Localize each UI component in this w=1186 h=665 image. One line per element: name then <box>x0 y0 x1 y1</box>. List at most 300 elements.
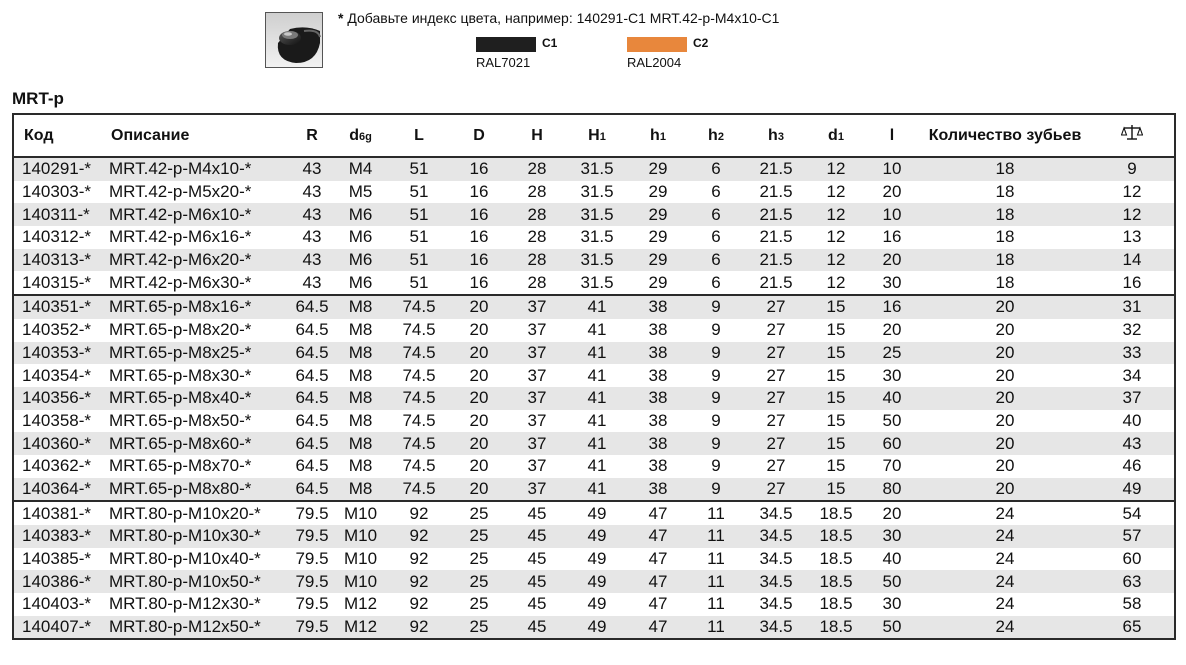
table-cell: 31.5 <box>580 227 614 247</box>
table-cell: 49 <box>566 501 628 525</box>
table-cell: 140303-* <box>22 182 92 202</box>
table-cell: 34.5 <box>744 570 808 593</box>
col-weight <box>1090 114 1175 157</box>
table-cell: 34.5 <box>759 549 793 569</box>
table-cell: 50 <box>864 616 920 640</box>
table-cell: 43 <box>291 249 333 272</box>
table-cell: MRT.80-p-M10x50-* <box>101 570 291 593</box>
table-row <box>13 249 1175 272</box>
table-cell: 21.5 <box>744 249 808 272</box>
table-cell: 20 <box>450 432 508 455</box>
table-cell: 9 <box>711 320 721 340</box>
table-cell: 92 <box>388 570 450 593</box>
table-cell: 37 <box>527 320 547 340</box>
table-cell: 9 <box>711 456 721 476</box>
table-cell: 58 <box>1122 594 1142 614</box>
table-cell: 16 <box>450 157 508 181</box>
table-cell: 140403-* <box>22 594 92 614</box>
table-cell: 79.5 <box>295 549 329 569</box>
table-cell: 9 <box>688 478 744 502</box>
table-row <box>13 593 1175 616</box>
table-cell: 20 <box>920 387 1090 410</box>
table-cell: 54 <box>1090 501 1175 525</box>
table-cell: 6 <box>711 227 721 247</box>
table-row <box>13 478 1175 502</box>
swatch-bar-c2 <box>627 37 687 52</box>
table-cell: 15 <box>826 320 846 340</box>
table-cell: 140311-* <box>13 203 101 226</box>
table-cell: 15 <box>826 456 846 476</box>
table-cell: 12 <box>826 227 846 247</box>
col-d1: d1 <box>808 114 864 157</box>
table-cell: 28 <box>508 203 566 226</box>
table-cell: 51 <box>409 182 429 202</box>
table-cell: 20 <box>920 342 1090 365</box>
table-cell: 140356-* <box>13 387 101 410</box>
table-cell: MRT.80-p-M10x40-* <box>109 549 261 569</box>
table-cell: MRT.65-p-M8x30-* <box>109 365 252 385</box>
table-body <box>13 157 1175 639</box>
table-cell: 20 <box>864 249 920 272</box>
table-cell: MRT.42-p-M4x10-* <box>101 157 291 181</box>
table-cell: 20 <box>450 478 508 502</box>
table-cell: 13 <box>1122 227 1142 247</box>
table-cell: 18.5 <box>819 594 853 614</box>
table-cell: 79.5 <box>291 525 333 548</box>
table-cell: M8 <box>348 456 373 476</box>
table-cell: 15 <box>808 432 864 455</box>
table-cell: 12 <box>808 203 864 226</box>
table-cell: 37 <box>508 432 566 455</box>
table-cell: 18.5 <box>808 570 864 593</box>
col-d6g: d6g <box>333 114 388 157</box>
table-cell: 20 <box>882 320 902 340</box>
table-cell: 34.5 <box>744 525 808 548</box>
table-cell: 38 <box>648 365 668 385</box>
table-cell: 50 <box>882 410 902 430</box>
table-cell: 12 <box>826 272 846 292</box>
table-cell: 64.5 <box>295 410 329 430</box>
table-cell: 20 <box>450 387 508 410</box>
table-cell: 25 <box>469 549 489 569</box>
table-cell: 15 <box>808 342 864 365</box>
table-cell: M6 <box>333 249 388 272</box>
swatch-ral-c2: RAL2004 <box>627 55 682 70</box>
table-cell: 37 <box>508 387 566 410</box>
table-cell: 9 <box>688 387 744 410</box>
table-cell: MRT.80-p-M12x50-* <box>101 616 291 640</box>
table-cell: 16 <box>469 182 489 202</box>
table-cell: 79.5 <box>291 570 333 593</box>
color-index-note <box>338 10 779 26</box>
table-cell: 49 <box>587 594 607 614</box>
table-cell: 11 <box>688 616 744 640</box>
col-d: D <box>450 114 508 157</box>
table-cell: 41 <box>587 320 607 340</box>
table-cell: 51 <box>388 157 450 181</box>
table-row <box>13 157 1175 181</box>
col-l-small: l <box>864 114 920 157</box>
table-row <box>13 432 1175 455</box>
table-cell: 20 <box>450 295 508 319</box>
table-cell: 140291-* <box>13 157 101 181</box>
table-cell: 38 <box>628 432 688 455</box>
table-cell: 38 <box>648 320 668 340</box>
table-cell: 15 <box>808 387 864 410</box>
table-cell: 74.5 <box>388 432 450 455</box>
section-title: MRT-p <box>12 89 64 108</box>
table-cell: 16 <box>469 227 489 247</box>
table-cell: 49 <box>566 570 628 593</box>
table-cell: 18 <box>995 272 1015 292</box>
table-cell: 49 <box>1090 478 1175 502</box>
table-cell: 25 <box>450 501 508 525</box>
product-thumbnail <box>265 12 323 68</box>
table-cell: 38 <box>648 410 668 430</box>
col-teeth: Количество зубьев <box>920 114 1090 157</box>
table-cell: 28 <box>527 227 547 247</box>
table-cell: 27 <box>766 320 786 340</box>
table-cell: MRT.80-p-M10x30-* <box>101 525 291 548</box>
table-cell: 41 <box>587 456 607 476</box>
table-cell: 60 <box>1122 549 1142 569</box>
table-cell: 140315-* <box>22 272 92 292</box>
table-cell: 27 <box>744 342 808 365</box>
table-cell: 11 <box>707 549 725 569</box>
table-cell: 20 <box>450 342 508 365</box>
table-cell: 12 <box>808 249 864 272</box>
table-row <box>13 271 1175 295</box>
table-cell: 9 <box>1090 157 1175 181</box>
note-asterisk: * <box>338 10 344 26</box>
table-row <box>13 226 1175 249</box>
table-cell: 45 <box>508 616 566 640</box>
table-cell: 79.5 <box>295 594 329 614</box>
table-cell: 27 <box>744 432 808 455</box>
table-cell: 12 <box>1122 182 1142 202</box>
table-cell: 21.5 <box>744 203 808 226</box>
table-cell: 10 <box>864 157 920 181</box>
table-cell: 20 <box>995 365 1015 385</box>
table-cell: M10 <box>333 525 388 548</box>
table-cell: 11 <box>688 570 744 593</box>
table-cell: 64.5 <box>295 365 329 385</box>
table-cell: MRT.42-p-M6x20-* <box>101 249 291 272</box>
table-cell: 20 <box>864 501 920 525</box>
table-cell: 16 <box>882 227 902 247</box>
table-cell: 20 <box>469 320 489 340</box>
note-text: Добавьте индекс цвета, например: 140291-C1 MRT.42-p-M4x10-C1 <box>347 10 780 26</box>
handle-image-icon <box>266 13 322 67</box>
table-cell: 47 <box>628 501 688 525</box>
table-cell: 6 <box>711 182 721 202</box>
col-description: Описание <box>101 114 291 157</box>
table-cell: 38 <box>648 456 668 476</box>
col-h3: h3 <box>744 114 808 157</box>
table-cell: 34 <box>1122 365 1142 385</box>
table-cell: MRT.42-p-M6x16-* <box>109 227 252 247</box>
table-cell: 43 <box>1090 432 1175 455</box>
table-cell: 18.5 <box>808 525 864 548</box>
table-cell: 79.5 <box>291 501 333 525</box>
table-cell: 40 <box>882 549 902 569</box>
table-cell: 21.5 <box>759 272 793 292</box>
table-cell: 51 <box>388 249 450 272</box>
table-cell: 15 <box>808 295 864 319</box>
table-row <box>13 525 1175 548</box>
table-cell: 140360-* <box>13 432 101 455</box>
table-cell: M10 <box>343 549 378 569</box>
table-cell: 20 <box>469 365 489 385</box>
table-row <box>13 319 1175 342</box>
table-cell: 140364-* <box>13 478 101 502</box>
table-cell: 37 <box>1090 387 1175 410</box>
table-cell: M8 <box>348 320 373 340</box>
table-cell: 30 <box>882 272 902 292</box>
table-cell: 27 <box>744 295 808 319</box>
table-cell: 38 <box>628 295 688 319</box>
col-r: R <box>291 114 333 157</box>
table-cell: 34.5 <box>744 616 808 640</box>
table-cell: 20 <box>995 410 1015 430</box>
table-cell: 25 <box>450 525 508 548</box>
table-cell: 74.5 <box>388 295 450 319</box>
table-cell: 28 <box>527 182 547 202</box>
table-cell: 45 <box>508 525 566 548</box>
table-cell: M8 <box>348 410 373 430</box>
table-cell: 41 <box>587 410 607 430</box>
table-row <box>13 295 1175 319</box>
table-cell: 9 <box>688 342 744 365</box>
table-cell: 140381-* <box>13 501 101 525</box>
weight-scale-icon <box>1121 124 1143 142</box>
table-cell: M5 <box>348 182 373 202</box>
table-cell: 9 <box>711 410 721 430</box>
table-cell: 45 <box>508 501 566 525</box>
table-cell: 63 <box>1090 570 1175 593</box>
table-cell: 24 <box>920 501 1090 525</box>
table-cell: 25 <box>469 594 489 614</box>
table-row <box>13 501 1175 525</box>
table-cell: 37 <box>508 478 566 502</box>
table-cell: 18 <box>920 249 1090 272</box>
table-cell: 80 <box>864 478 920 502</box>
table-cell: 49 <box>566 616 628 640</box>
table-cell: 140354-* <box>22 365 92 385</box>
table-cell: 29 <box>648 272 668 292</box>
table-cell: MRT.65-p-M8x80-* <box>101 478 291 502</box>
table-cell: 31 <box>1090 295 1175 319</box>
table-cell: 74.5 <box>402 410 436 430</box>
table-row <box>13 548 1175 571</box>
table-cell: 24 <box>995 594 1015 614</box>
table-cell: 64.5 <box>291 387 333 410</box>
table-cell: 15 <box>808 478 864 502</box>
table-cell: 79.5 <box>291 616 333 640</box>
table-cell: 140386-* <box>13 570 101 593</box>
color-swatch-c2 <box>627 36 709 70</box>
table-cell: 27 <box>766 410 786 430</box>
table-cell: 25 <box>450 570 508 593</box>
table-row <box>13 364 1175 387</box>
table-cell: 74.5 <box>402 365 436 385</box>
table-cell: 25 <box>864 342 920 365</box>
table-cell: MRT.65-p-M8x60-* <box>101 432 291 455</box>
table-cell: 16 <box>469 272 489 292</box>
table-cell: 31.5 <box>566 157 628 181</box>
table-cell: 9 <box>688 295 744 319</box>
table-cell: 49 <box>587 549 607 569</box>
table-cell: 34.5 <box>759 594 793 614</box>
col-h2: h2 <box>688 114 744 157</box>
table-cell: 41 <box>566 432 628 455</box>
table-cell: 24 <box>995 549 1015 569</box>
table-cell: 6 <box>688 203 744 226</box>
spec-table <box>12 113 1176 640</box>
table-cell: 24 <box>920 616 1090 640</box>
table-cell: 64.5 <box>291 432 333 455</box>
table-row <box>13 455 1175 478</box>
col-h1-small: h1 <box>628 114 688 157</box>
table-cell: 30 <box>864 525 920 548</box>
table-cell: 41 <box>566 387 628 410</box>
table-cell: M12 <box>333 616 388 640</box>
table-cell: 70 <box>882 456 902 476</box>
table-cell: 31.5 <box>580 182 614 202</box>
table-cell: M6 <box>348 227 373 247</box>
table-row <box>13 410 1175 433</box>
table-cell: 20 <box>469 456 489 476</box>
table-cell: 74.5 <box>388 387 450 410</box>
table-cell: 12 <box>826 182 846 202</box>
table-cell: MRT.65-p-M8x70-* <box>109 456 252 476</box>
table-cell: 29 <box>648 227 668 247</box>
table-cell: MRT.80-p-M12x30-* <box>109 594 261 614</box>
table-cell: 64.5 <box>291 478 333 502</box>
table-cell: 92 <box>388 616 450 640</box>
table-cell: 27 <box>766 365 786 385</box>
table-cell: 45 <box>527 594 547 614</box>
table-cell: 60 <box>864 432 920 455</box>
table-cell: M8 <box>333 387 388 410</box>
table-cell: 18.5 <box>808 501 864 525</box>
table-cell: M4 <box>333 157 388 181</box>
table-cell: 18 <box>920 203 1090 226</box>
table-cell: 25 <box>450 616 508 640</box>
table-cell: 11 <box>688 525 744 548</box>
table-cell: 74.5 <box>402 320 436 340</box>
swatch-code-c1: C1 <box>542 36 558 50</box>
table-cell: 33 <box>1090 342 1175 365</box>
header-row <box>13 114 1175 157</box>
table-cell: 28 <box>508 249 566 272</box>
table-cell: M8 <box>333 342 388 365</box>
table-cell: 51 <box>409 272 429 292</box>
table-cell: 51 <box>409 227 429 247</box>
table-cell: 10 <box>864 203 920 226</box>
table-cell: 37 <box>527 365 547 385</box>
table-cell: 64.5 <box>291 295 333 319</box>
table-cell: 38 <box>628 478 688 502</box>
col-l: L <box>388 114 450 157</box>
table-row <box>13 616 1175 640</box>
table-cell: 29 <box>648 182 668 202</box>
table-cell: MRT.65-p-M8x50-* <box>109 410 252 430</box>
table-cell: 37 <box>508 295 566 319</box>
table-cell: 20 <box>920 295 1090 319</box>
table-cell: 18 <box>995 227 1015 247</box>
table-cell: 30 <box>882 365 902 385</box>
table-cell: 140353-* <box>13 342 101 365</box>
table-cell: 140351-* <box>13 295 101 319</box>
table-cell: 9 <box>711 365 721 385</box>
table-cell: 64.5 <box>295 456 329 476</box>
table-cell: 31.5 <box>580 272 614 292</box>
table-cell: 51 <box>388 203 450 226</box>
color-swatch-c1 <box>476 36 558 70</box>
table-cell: 46 <box>1122 456 1142 476</box>
table-cell: 16 <box>1122 272 1142 292</box>
table-cell: 21.5 <box>759 182 793 202</box>
table-cell: 29 <box>628 203 688 226</box>
table-cell: M10 <box>333 501 388 525</box>
table-cell: 32 <box>1122 320 1142 340</box>
table-cell: 40 <box>864 387 920 410</box>
table-cell: M6 <box>348 272 373 292</box>
table-cell: 16 <box>864 295 920 319</box>
table-cell: 37 <box>527 456 547 476</box>
table-cell: 16 <box>450 203 508 226</box>
table-row <box>13 181 1175 204</box>
table-cell: MRT.65-p-M8x16-* <box>101 295 291 319</box>
table-cell: 24 <box>920 570 1090 593</box>
table-cell: M12 <box>343 594 378 614</box>
table-cell: 43 <box>302 227 322 247</box>
table-cell: 11 <box>707 594 725 614</box>
table-cell: 140312-* <box>22 227 92 247</box>
table-cell: 92 <box>409 549 429 569</box>
table-cell: 43 <box>302 272 322 292</box>
table-cell: 21.5 <box>759 227 793 247</box>
table-cell: 9 <box>688 432 744 455</box>
table-cell: M8 <box>333 478 388 502</box>
table-cell: 74.5 <box>402 456 436 476</box>
table-cell: 20 <box>920 432 1090 455</box>
table-cell: 92 <box>409 594 429 614</box>
table-cell: 47 <box>648 549 668 569</box>
table-cell: MRT.42-p-M6x10-* <box>101 203 291 226</box>
table-cell: 140362-* <box>22 456 92 476</box>
table-cell: 47 <box>628 616 688 640</box>
table-cell: 140352-* <box>22 320 92 340</box>
table-cell: 28 <box>527 272 547 292</box>
table-cell: 31.5 <box>566 203 628 226</box>
table-cell: M10 <box>333 570 388 593</box>
table-cell: 24 <box>920 525 1090 548</box>
table-cell: 21.5 <box>744 157 808 181</box>
table-cell: M8 <box>333 295 388 319</box>
table-cell: MRT.65-p-M8x40-* <box>101 387 291 410</box>
table-cell: 43 <box>291 203 333 226</box>
table-cell: 20 <box>995 320 1015 340</box>
col-code: Код <box>13 114 101 157</box>
table-cell: 45 <box>527 549 547 569</box>
table-cell: 140313-* <box>13 249 101 272</box>
col-h: H <box>508 114 566 157</box>
table-cell: 20 <box>882 182 902 202</box>
table-cell: 37 <box>508 342 566 365</box>
table-cell: 140407-* <box>13 616 101 640</box>
